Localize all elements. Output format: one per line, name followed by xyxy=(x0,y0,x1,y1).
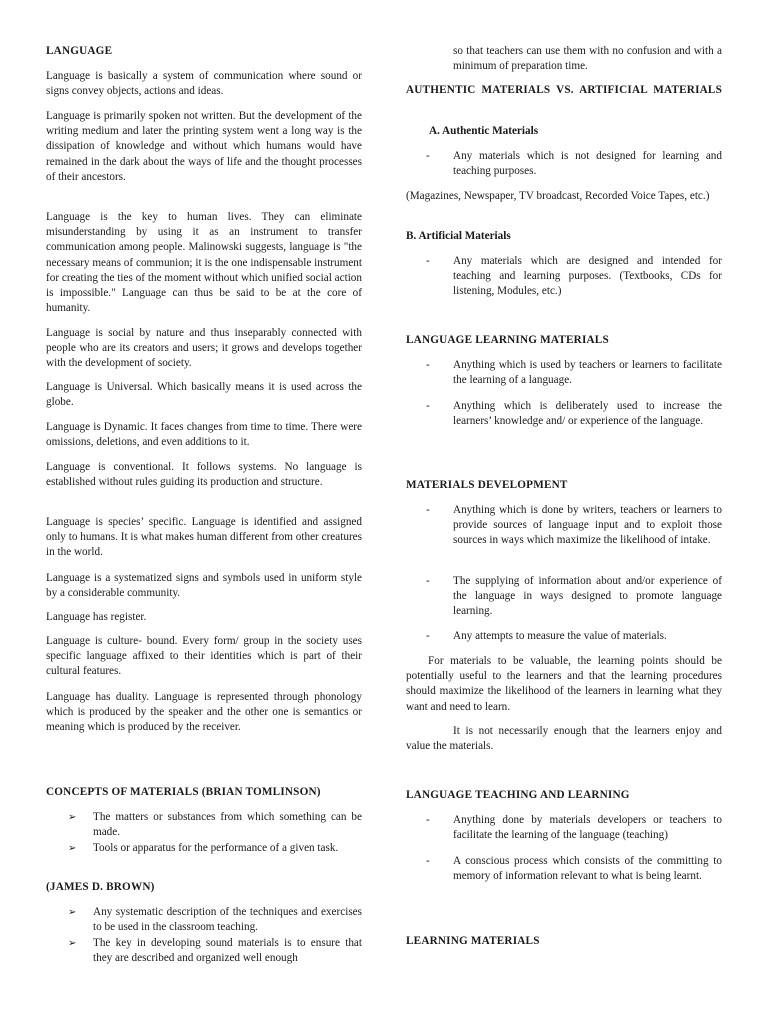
paragraph-6: Language is Dynamic. It faces changes from time to time. There were omissions, deletions, and even additions to it. xyxy=(46,421,362,449)
concepts-item-2: Tools or apparatus for the performance of a given task. xyxy=(93,842,339,854)
dash-bullet-icon: - xyxy=(426,255,430,267)
authentic-item: Any materials which is not designed for learning and teaching purposes. xyxy=(453,150,722,178)
heading-language-teaching-learning: LANGUAGE TEACHING AND LEARNING xyxy=(406,789,630,801)
paragraph-12: Language has duality. Language is represented through phonology which is produced by the speaker and the other one is semantics or meaning which is produced by the receiver. xyxy=(46,691,362,734)
md-item-2: The supplying of information about and/or experience of the language in ways designed to promote language learning. xyxy=(453,575,722,618)
heading-materials-development: MATERIALS DEVELOPMENT xyxy=(406,479,568,491)
arrow-bullet-icon: ➢ xyxy=(68,907,77,918)
concepts-item-1: The matters or substances from which something can be made. xyxy=(93,811,362,839)
subheading-authentic: A. Authentic Materials xyxy=(429,125,539,137)
md-item-3: Any attempts to measure the value of materials. xyxy=(453,630,667,642)
brown-item-2: The key in developing sound materials is to ensure that they are described and organized well enough xyxy=(93,937,362,965)
paragraph-8: Language is species’ specific. Language is identified and assigned only to humans. It is what makes human different from other creatures in the world. xyxy=(46,516,362,559)
paragraph-7: Language is conventional. It follows systems. No language is established without rules guiding its production and structure. xyxy=(46,461,362,489)
authentic-examples: (Magazines, Newspaper, TV broadcast, Recorded Voice Tapes, etc.) xyxy=(406,190,710,202)
brown-item-1: Any systematic description of the techniques and exercises to be used in the classroom teaching. xyxy=(93,906,362,934)
subheading-artificial: B. Artificial Materials xyxy=(406,230,511,242)
heading-james-brown: (JAMES D. BROWN) xyxy=(46,881,155,893)
paragraph-5: Language is Universal. Which basically means it is used across the globe. xyxy=(46,381,362,409)
artificial-item: Any materials which are designed and intended for teaching and learning purposes. (Textbooks, CDs for listening, Modules, etc.) xyxy=(453,255,722,298)
dash-bullet-icon: - xyxy=(426,855,430,867)
heading-learning-materials: LEARNING MATERIALS xyxy=(406,935,540,947)
dash-bullet-icon: - xyxy=(426,575,430,587)
paragraph-10: Language has register. xyxy=(46,611,147,623)
paragraph-4: Language is social by nature and thus inseparably connected with people who are its creators and users; it grows and develops together with the development of society. xyxy=(46,327,362,370)
dash-bullet-icon: - xyxy=(426,400,430,412)
dash-bullet-icon: - xyxy=(426,504,430,516)
paragraph-1: Language is basically a system of communication where sound or signs convey objects, actions and ideas. xyxy=(46,70,362,98)
heading-concepts: CONCEPTS OF MATERIALS (BRIAN TOMLINSON) xyxy=(46,786,321,798)
llm-item-2: Anything which is deliberately used to increase the learners’ knowledge and/ or experience of the language. xyxy=(453,400,722,428)
heading-authentic-vs-artificial: AUTHENTIC MATERIALS VS. ARTIFICIAL MATERIALS xyxy=(406,84,722,96)
paragraph-3: Language is the key to human lives. They can eliminate misunderstanding by using it as an instrument to transfer communication among people. Malinowski suggests, language is "the necessary means of communion; it is the one indispensable instrument for creating the ties of the moment without which unified social action is impossible." Language can thus be said to be at the core of humanity. xyxy=(46,211,362,315)
brown-item-2-continuation: so that teachers can use them with no confusion and with a minimum of preparation time. xyxy=(453,45,722,73)
paragraph-2: Language is primarily spoken not written. But the development of the writing medium and later the printing system went a long way is the dissipation of knowledge and without which humans would have remained in the dark about the ways of life and the thought processes of their ancestors. xyxy=(46,110,362,183)
paragraph-11: Language is culture- bound. Every form/ group in the society uses specific language affixed to their identities which is part of their cultural features. xyxy=(46,635,362,678)
dash-bullet-icon: - xyxy=(426,359,430,371)
dash-bullet-icon: - xyxy=(426,814,430,826)
heading-language-learning-materials: LANGUAGE LEARNING MATERIALS xyxy=(406,334,609,346)
arrow-bullet-icon: ➢ xyxy=(68,938,77,949)
llm-item-1: Anything which is used by teachers or learners to facilitate the learning of a language. xyxy=(453,359,722,387)
md-paragraph-1: For materials to be valuable, the learning points should be potentially useful to the learners and that the learning procedures should maximize the likelihood of the learners in learning what they want and need to learn. xyxy=(406,655,722,713)
heading-language: LANGUAGE xyxy=(46,45,113,57)
ltl-item-2: A conscious process which consists of the committing to memory of information relevant to what is being learnt. xyxy=(453,855,722,883)
arrow-bullet-icon: ➢ xyxy=(68,843,77,854)
dash-bullet-icon: - xyxy=(426,150,430,162)
arrow-bullet-icon: ➢ xyxy=(68,812,77,823)
md-item-1: Anything which is done by writers, teachers or learners to provide sources of language input and to exploit those sources in ways which maximize the likelihood of intake. xyxy=(453,504,722,547)
ltl-item-1: Anything done by materials developers or teachers to facilitate the learning of the language (teaching) xyxy=(453,814,722,842)
dash-bullet-icon: - xyxy=(426,630,430,642)
md-paragraph-2: It is not necessarily enough that the learners enjoy and value the materials. xyxy=(406,725,722,753)
paragraph-9: Language is a systematized signs and symbols used in uniform style by a considerable community. xyxy=(46,572,362,600)
